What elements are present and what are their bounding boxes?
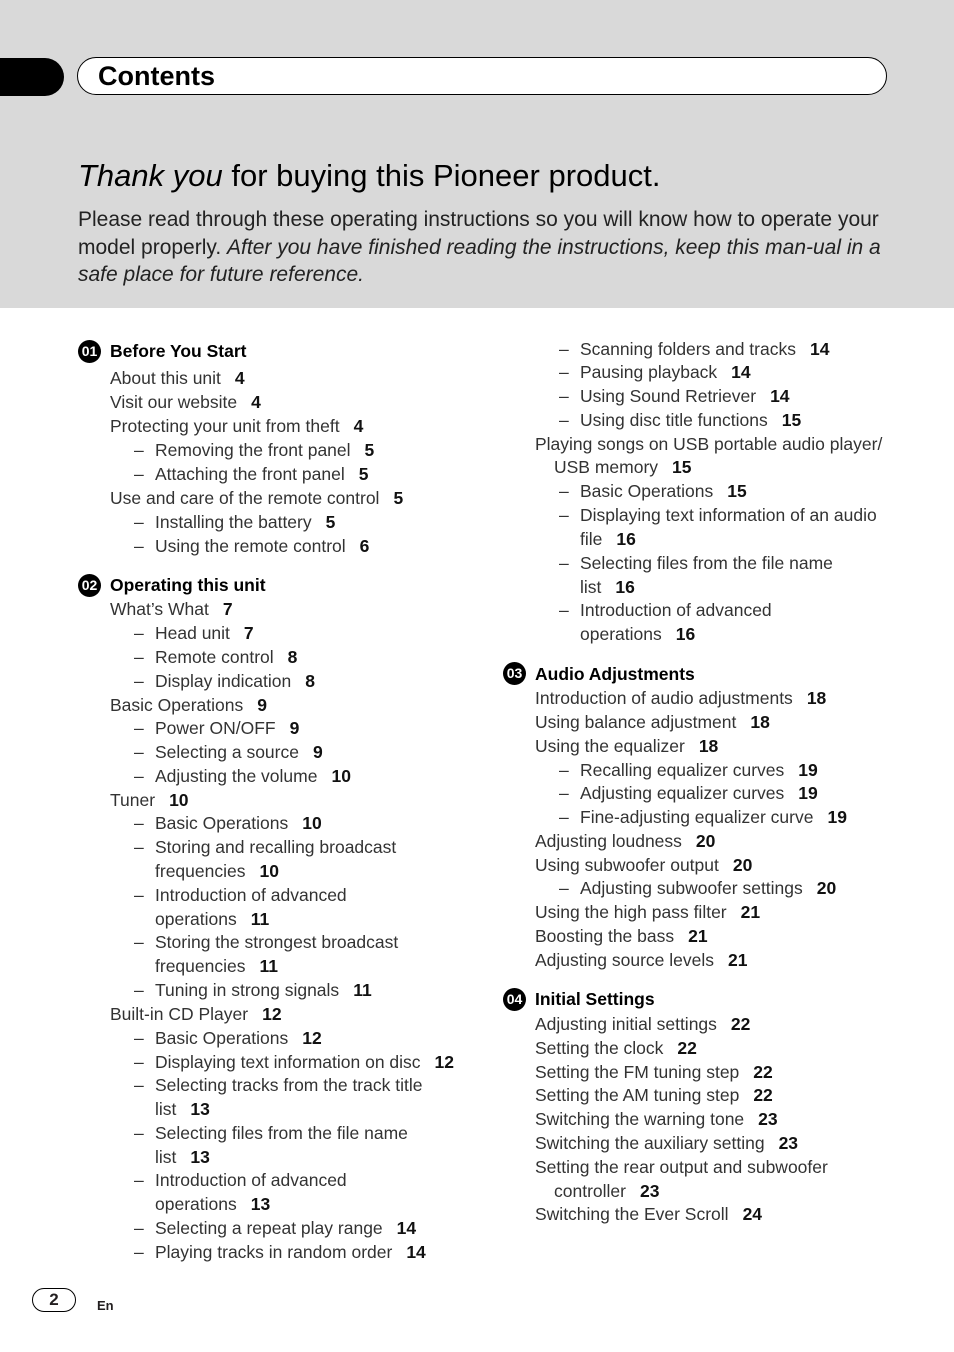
toc-entry-title: Recalling equalizer curves [580,760,785,780]
toc-dash: – [134,718,144,738]
toc-entry[interactable] [155,718,299,739]
toc-entry[interactable] [155,742,323,763]
toc-entry-title: Adjusting the volume [155,766,318,786]
toc-entry-title: Introduction of advanced [155,1170,347,1190]
toc-entry-page: 13 [190,1099,210,1119]
toc-entry-page: 4 [234,368,245,388]
toc-entry-page: 18 [806,688,827,708]
toc-entry-page: 21 [727,950,748,970]
toc-entry-title: Using balance adjustment [535,712,737,732]
toc-dash: – [559,807,569,827]
toc-dash: – [134,1170,144,1190]
toc-entry[interactable] [580,410,801,431]
section-title-04[interactable]: Initial Settings [535,989,655,1009]
toc-entry-title: list [155,1099,177,1119]
toc-dash: – [134,464,144,484]
toc-entry[interactable] [155,536,369,557]
toc-entry[interactable] [535,831,715,852]
toc-dash: – [134,1052,144,1072]
toc-entry[interactable] [580,624,695,645]
toc-entry[interactable] [580,553,833,574]
toc-entry[interactable] [535,1157,828,1178]
toc-entry-page: 5 [393,488,404,508]
toc-entry-title: list [580,577,602,597]
toc-entry[interactable] [535,1109,778,1130]
toc-dash: – [134,440,144,460]
headline-italic: Thank you [78,158,223,193]
toc-entry-page: 21 [688,926,708,946]
toc-entry-title: Fine-adjusting equalizer curve [580,807,814,827]
toc-dash: – [134,980,144,1000]
toc-entry-page: 12 [434,1052,455,1072]
toc-entry[interactable] [580,481,747,502]
toc-dash: – [134,766,144,786]
toc-entry-page: 20 [695,831,716,851]
toc-entry-page: 9 [312,742,323,762]
toc-entry-title: Switching the Ever Scroll [535,1204,729,1224]
toc-dash: – [559,481,569,501]
toc-entry-title: Selecting a repeat play range [155,1218,383,1238]
toc-entry-page: 16 [615,577,635,597]
section-number-04: 04 [503,988,526,1011]
toc-entry-title: frequencies [155,861,246,881]
toc-entry-page: 13 [190,1147,210,1167]
toc-entry-page: 15 [672,457,692,477]
toc-entry[interactable] [155,1099,210,1120]
toc-dash: – [134,512,144,532]
toc-entry[interactable] [535,926,708,947]
toc-dash: – [134,1123,144,1143]
toc-entry-page: 18 [750,712,770,732]
toc-entry-title: Selecting a source [155,742,299,762]
toc-entry-title: Using the equalizer [535,736,685,756]
toc-entry-page: 14 [770,386,790,406]
toc-dash: – [559,410,569,430]
toc-entry[interactable] [110,695,267,716]
toc-entry[interactable] [580,783,818,804]
toc-entry-title: Basic Operations [155,813,289,833]
toc-entry[interactable] [580,760,818,781]
toc-entry[interactable] [155,956,278,977]
toc-entry-title: Setting the AM tuning step [535,1085,740,1105]
toc-entry[interactable] [155,837,396,858]
toc-entry-title: Introduction of advanced [155,885,347,905]
toc-entry[interactable] [554,1181,659,1202]
toc-entry[interactable] [155,1123,408,1144]
toc-entry[interactable] [535,1085,773,1106]
toc-entry[interactable] [110,790,189,811]
toc-entry[interactable] [535,688,826,709]
toc-dash: – [134,885,144,905]
toc-dash: – [134,1218,144,1238]
toc-entry-title: Selecting tracks from the track title [155,1075,423,1095]
toc-entry-title: Tuner [110,790,156,810]
toc-entry-title: operations [155,909,237,929]
toc-entry-title: Pausing playback [580,362,718,382]
toc-entry[interactable] [155,1052,454,1073]
toc-entry-page: 19 [827,807,847,827]
toc-entry-page: 18 [698,736,719,756]
toc-entry-title: USB memory [554,457,659,477]
toc-entry[interactable] [155,1147,210,1168]
toc-entry-title: Protecting your unit from theft [110,416,340,436]
toc-entry-page: 14 [809,339,830,359]
toc-entry-page: 12 [302,1028,322,1048]
toc-entry[interactable] [535,1014,750,1035]
toc-entry[interactable] [155,464,368,485]
toc-entry[interactable] [580,362,751,383]
toc-entry[interactable] [580,339,829,360]
toc-entry-title: Adjusting equalizer curves [580,783,785,803]
toc-entry-title: Head unit [155,623,230,643]
toc-entry-title: Visit our website [110,392,238,412]
section-title-03[interactable]: Audio Adjustments [535,664,695,684]
toc-entry[interactable] [535,1062,773,1083]
toc-entry-title: Use and care of the remote control [110,488,380,508]
section-title-01[interactable]: Before You Start [110,341,247,361]
toc-entry-page: 15 [781,410,802,430]
toc-entry-page: 5 [358,464,369,484]
section-number-01: 01 [78,340,101,363]
section-title-02[interactable]: Operating this unit [110,575,266,595]
toc-entry-title: Introduction of advanced [580,600,772,620]
toc-entry[interactable] [535,855,752,876]
toc-entry-page: 10 [302,813,322,833]
toc-entry-title: Switching the warning tone [535,1109,745,1129]
toc-entry-title: About this unit [110,368,221,388]
headline [78,158,660,194]
toc-entry-page: 22 [730,1014,751,1034]
toc-entry[interactable] [580,600,772,621]
toc-entry-title: frequencies [155,956,246,976]
toc-entry-title: Storing and recalling broadcast [155,837,397,857]
toc-dash: – [134,623,144,643]
toc-dash: – [134,1242,144,1262]
toc-entry[interactable] [554,457,692,478]
toc-entry-page: 19 [798,783,818,803]
toc-entry-page: 23 [639,1181,660,1201]
toc-entry-page: 19 [798,760,818,780]
toc-entry-title: What’s What [110,599,209,619]
toc-entry-title: Setting the rear output and subwoofer [535,1157,828,1177]
toc-entry-page: 23 [778,1133,799,1153]
toc-entry-title: Display indication [155,671,292,691]
toc-entry-page: 23 [758,1109,778,1129]
toc-dash: – [134,647,144,667]
toc-entry-page: 10 [169,790,189,810]
toc-entry-page: 10 [331,766,351,786]
toc-entry-page: 20 [816,878,837,898]
toc-entry-title: Attaching the front panel [155,464,345,484]
toc-entry-page: 24 [742,1204,763,1224]
toc-entry-page: 9 [289,718,300,738]
toc-entry[interactable] [110,392,261,413]
toc-entry-page: 8 [305,671,315,691]
toc-entry[interactable] [580,878,836,899]
toc-entry-title: Basic Operations [155,1028,289,1048]
toc-entry[interactable] [110,416,363,437]
toc-entry-title: Adjusting initial settings [535,1014,717,1034]
toc-dash: – [559,878,569,898]
toc-dash: – [134,1075,144,1095]
toc-dash: – [559,553,569,573]
toc-entry-title: Basic Operations [580,481,714,501]
toc-entry[interactable] [155,861,279,882]
toc-entry[interactable] [155,1075,422,1096]
toc-entry-page: 14 [731,362,751,382]
toc-entry-title: Adjusting subwoofer settings [580,878,803,898]
toc-entry-page: 22 [753,1085,773,1105]
toc-entry-title: Storing the strongest broadcast [155,932,399,952]
intro-paragraph [78,206,898,289]
toc-entry-title: Switching the auxiliary setting [535,1133,765,1153]
toc-entry[interactable] [110,1004,282,1025]
toc-entry[interactable] [155,1194,270,1215]
toc-entry-title: Built-in CD Player [110,1004,249,1024]
toc-dash: – [134,671,144,691]
toc-entry[interactable] [535,902,760,923]
toc-entry-page: 10 [259,861,279,881]
toc-entry[interactable] [110,488,403,509]
contents-title-bar [77,57,887,95]
toc-entry-title: Remote control [155,647,274,667]
toc-dash: – [134,536,144,556]
toc-entry-title: Adjusting source levels [535,950,714,970]
toc-entry-page: 12 [262,1004,282,1024]
toc-entry-title: Tuning in strong signals [155,980,340,1000]
toc-entry-title: Setting the FM tuning step [535,1062,740,1082]
toc-entry[interactable] [580,386,790,407]
toc-entry[interactable] [580,577,635,598]
toc-entry-title: Selecting files from the file name [580,553,833,573]
toc-entry-page: 22 [753,1062,773,1082]
toc-entry[interactable] [155,1028,322,1049]
toc-dash: – [134,742,144,762]
toc-entry[interactable] [155,647,297,668]
toc-entry-page: 21 [740,902,761,922]
toc-entry-title: Using subwoofer output [535,855,719,875]
language-code: En [97,1298,114,1313]
toc-entry-page: 6 [359,536,370,556]
toc-entry[interactable] [155,623,254,644]
toc-entry-page: 4 [251,392,261,412]
toc-dash: – [559,386,569,406]
toc-entry-page: 16 [675,624,696,644]
toc-entry-title: operations [155,1194,237,1214]
intro-italic: After you have finished reading the instructions, keep this man-ual in a safe place for future reference. [78,235,881,286]
toc-dash: – [559,505,569,525]
toc-entry[interactable] [155,440,374,461]
toc-entry-page: 14 [406,1242,426,1262]
toc-entry-title: operations [580,624,662,644]
toc-entry-title: Power ON/OFF [155,718,276,738]
toc-entry-title: Introduction of audio adjustments [535,688,793,708]
toc-entry[interactable] [155,909,269,930]
section-tab-marker [0,58,64,96]
toc-entry-title: Basic Operations [110,695,244,715]
toc-dash: – [134,1028,144,1048]
toc-entry-page: 4 [353,416,364,436]
toc-entry-title: file [580,529,603,549]
toc-entry-title: Playing songs on USB portable audio player/ [535,434,883,454]
toc-entry-title: Playing tracks in random order [155,1242,393,1262]
toc-entry-title: Using the remote control [155,536,346,556]
toc-entry-title: Displaying text information of an audio [580,505,877,525]
toc-entry-title: Selecting files from the file name [155,1123,408,1143]
toc-entry[interactable] [580,505,877,526]
toc-entry[interactable] [535,1204,762,1225]
toc-entry-page: 7 [243,623,254,643]
toc-dash: – [559,760,569,780]
toc-entry-page: 11 [250,909,270,929]
toc-dash: – [559,362,569,382]
toc-entry-page: 7 [222,599,233,619]
toc-entry[interactable] [535,712,770,733]
toc-entry-page: 13 [250,1194,271,1214]
intro-plain: Please read through these operating instructions so you will know how to operate your model properly. [78,208,879,259]
toc-entry-page: 9 [257,695,267,715]
toc-entry-page: 8 [287,647,298,667]
section-number-02: 02 [78,574,101,597]
page-number: 2 [32,1288,76,1312]
toc-entry-page: 11 [353,980,372,1000]
toc-entry-title: controller [554,1181,626,1201]
toc-entry-title: Using disc title functions [580,410,768,430]
headline-rest: for buying this Pioneer product. [222,158,661,193]
toc-entry[interactable] [110,368,245,389]
toc-entry-page: 14 [396,1218,417,1238]
toc-entry-page: 20 [732,855,753,875]
toc-entry-title: Using Sound Retriever [580,386,757,406]
toc-dash: – [134,813,144,833]
toc-entry[interactable] [580,529,636,550]
toc-entry[interactable] [155,1170,347,1191]
toc-entry-page: 11 [259,956,278,976]
toc-entry[interactable] [155,813,322,834]
toc-entry[interactable] [535,1038,697,1059]
toc-entry[interactable] [580,807,847,828]
toc-entry-title: Adjusting loudness [535,831,682,851]
toc-entry[interactable] [535,950,747,971]
toc-dash: – [559,783,569,803]
toc-entry-title: Using the high pass filter [535,902,727,922]
toc-entry[interactable] [155,980,372,1001]
toc-entry[interactable] [535,736,718,757]
toc-entry-title: list [155,1147,177,1167]
contents-title: Contents [98,61,215,91]
toc-entry[interactable] [155,885,347,906]
toc-entry[interactable] [155,671,315,692]
toc-entry[interactable] [110,599,233,620]
toc-entry-page: 5 [325,512,336,532]
toc-dash: – [559,339,569,359]
toc-entry[interactable] [155,932,398,953]
toc-entry-page: 22 [677,1038,697,1058]
toc-entry[interactable] [535,1133,798,1154]
toc-entry-title: Scanning folders and tracks [580,339,796,359]
toc-entry[interactable] [155,766,351,787]
toc-entry[interactable] [535,434,882,455]
toc-entry-title: Boosting the bass [535,926,675,946]
toc-entry-title: Setting the clock [535,1038,664,1058]
toc-entry[interactable] [155,1242,426,1263]
toc-dash: – [134,932,144,952]
toc-entry-page: 5 [364,440,375,460]
section-number-03: 03 [503,662,526,685]
toc-entry-title: Removing the front panel [155,440,351,460]
toc-dash: – [134,837,144,857]
toc-entry-page: 16 [616,529,636,549]
toc-dash: – [559,600,569,620]
toc-entry-title: Displaying text information on disc [155,1052,421,1072]
toc-entry-page: 15 [727,481,747,501]
toc-entry[interactable] [155,1218,416,1239]
toc-entry[interactable] [155,512,335,533]
toc-entry-title: Installing the battery [155,512,312,532]
